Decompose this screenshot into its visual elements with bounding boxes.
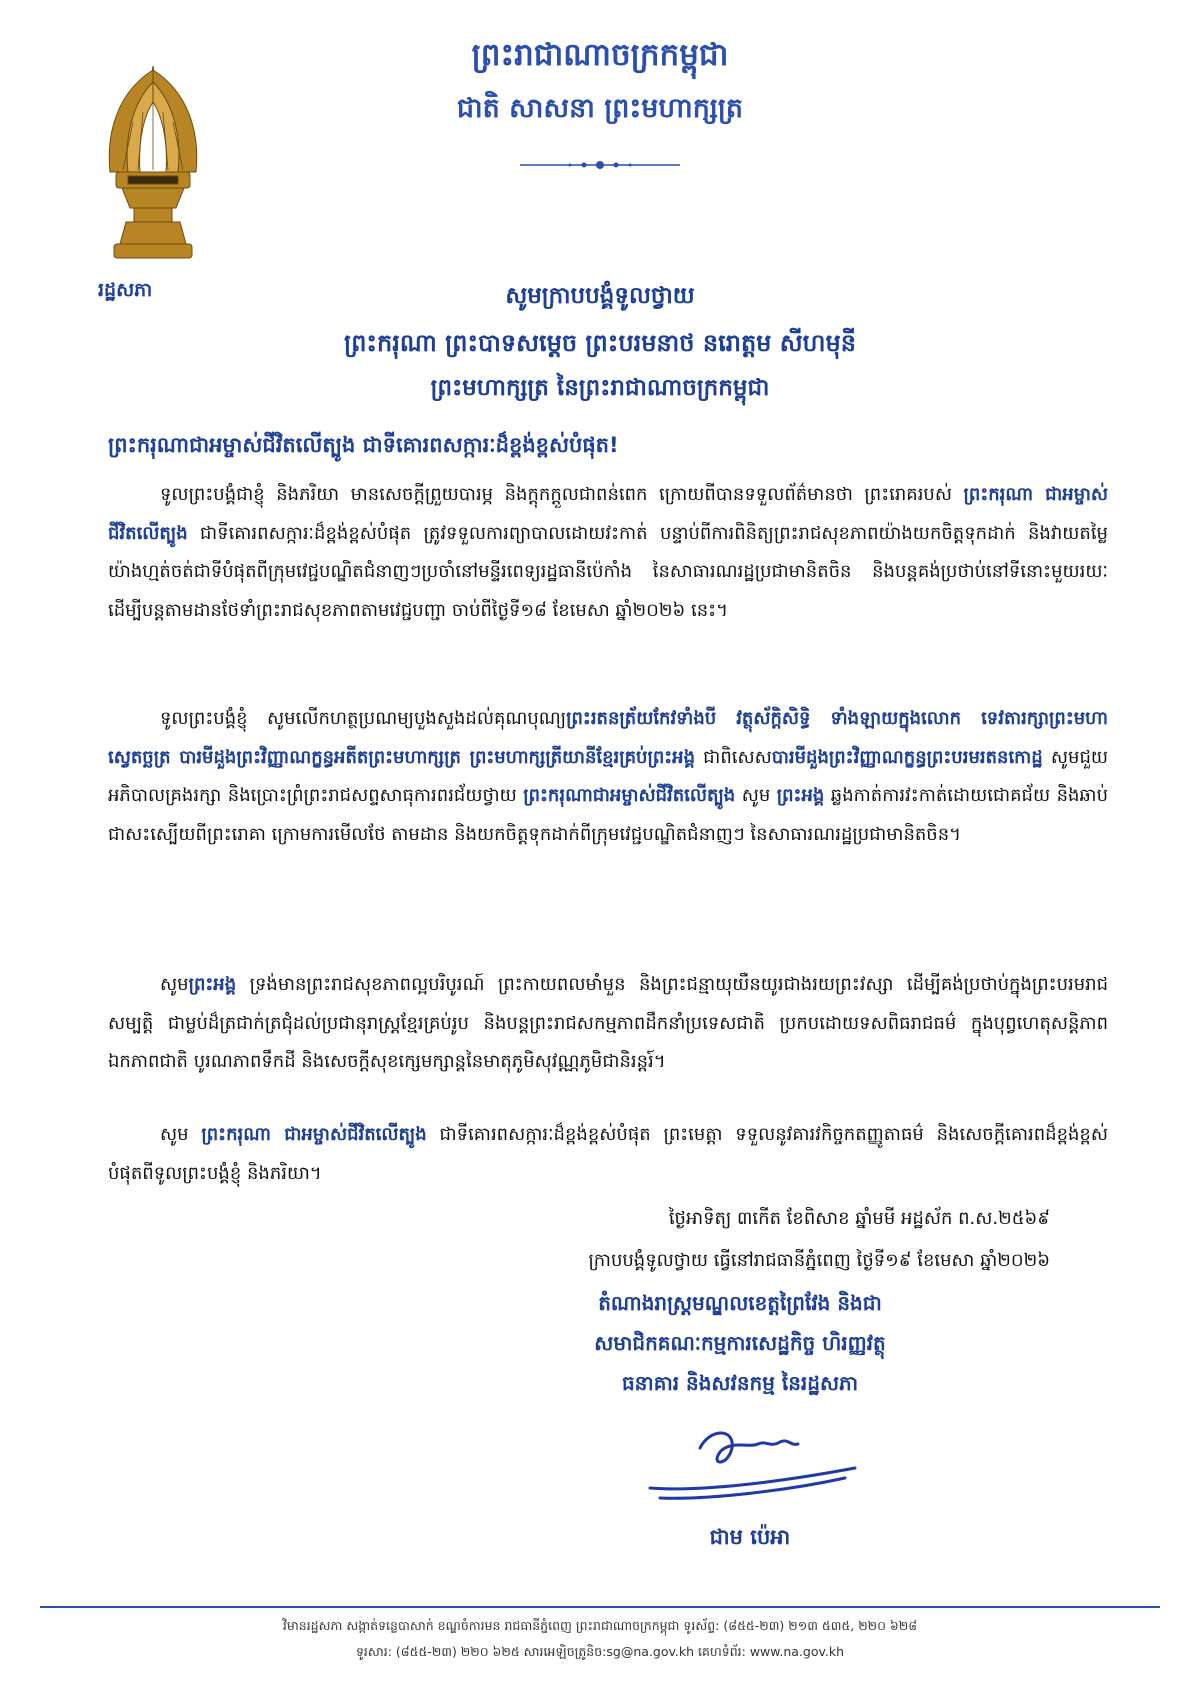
p1-highlight: ព្រះករុណា ជាអម្ចាស់ជីវិតលើត្បូង	[108, 484, 1108, 544]
paragraph-3	[108, 966, 1108, 1082]
p2-text-i: ឆ្លងកាត់ការវះកាត់ដោយជោគជ័យ និងឆាប់ជាសះស្បើយពីព្រះរោគា ក្រោមការមើលថែ តាមដាន និងយកចិត្តទុកដាក់ពីក្រុមវេជ្ជបណ្ឌិតជំនាញៗ នៃសាធារណរដ្ឋប្រជាមានិតចិន។	[108, 785, 1108, 845]
paragraph-1	[108, 476, 1108, 630]
p2-text-g: សូម	[735, 785, 777, 806]
paragraph-2	[108, 700, 1108, 854]
p2-text-a: ទូលព្រះបង្គំខ្ញុំ សូមលើកហត្ថប្រណម្យបួងសួងដល់គុណបុណ្យ	[160, 708, 567, 729]
p4-highlight: ព្រះករុណា ជាអម្ចាស់ជីវិតលើត្បូង	[201, 1124, 427, 1145]
p2-highlight-b: ព្រះរតនត្រ័យកែវទាំងបី វត្ថុស័ក្តិសិទ្ធិ ទាំងឡាយក្នុងលោក ទេវតារក្សាព្រះមហាស្វេតច្ឆត្រ បារមីដួងព្រះវិញ្ញាណក្ខន្ធអតីតព្រះមហាក្សត្រ ព្រះមហាក្សត្រីយានីខ្មែរគ្រប់ព្រះអង្គ	[108, 708, 1109, 768]
p3-highlight: ព្រះអង្គ	[188, 974, 237, 995]
footer-address: វិមានរដ្ឋសភា សង្កាត់ទន្លេបាសាក់ ខណ្ឌចំការមន រាជធានីភ្នំពេញ ព្រះរាជាណាចក្រកម្ពុជា ទូរស័ព្ទ: (៨៥៥-២៣) ២១៣ ៥៣៥, ២២០ ៦២៨	[282, 1618, 918, 1633]
p2-text-c: ជាពិសេស	[695, 746, 772, 768]
address-line-3: ព្រះមហាក្សត្រ នៃព្រះរាជាណាចក្រកម្ពុជា	[430, 375, 770, 401]
p3-text-a: សូម	[160, 974, 189, 995]
signatory-title-1: តំណាងរាស្ត្រមណ្ឌលខេត្តព្រៃវែង និងជា	[598, 1291, 882, 1315]
p2-highlight-d: បារមីដួងព្រះវិញ្ញាណក្ខន្ធព្រះបរមរតនកោដ្ឋ	[771, 746, 1043, 768]
lunar-date: ថ្ងៃអាទិត្យ ៣កើត ខែពិសាខ ឆ្នាំមមី អដ្ឋស័ក ព.ស.២៥៦៩	[668, 1208, 1050, 1229]
signatory-name: ជាម ប៉េអា	[709, 1525, 791, 1549]
address-line-1: សូមក្រាបបង្គំទូលថ្វាយ	[505, 283, 695, 309]
paragraph-4	[108, 1116, 1108, 1193]
ornament-divider-icon	[520, 158, 680, 172]
national-motto: ជាតិ សាសនា ព្រះមហាក្សត្រ	[456, 93, 744, 124]
p1-text-a: ទូលព្រះបង្គំជាខ្ញុំ និងភរិយា មានសេចក្តីព្រួយបារម្ភ និងក្តុកក្តួលជាពន់ពេក ក្រោយពីបានទទួលព័ត៌មានថា ព្រះរោគរបស់	[160, 484, 964, 505]
footer-divider	[40, 1606, 1160, 1608]
signatory-title-3: ធនាគារ និងសវនកម្ម នៃរដ្ឋសភា	[621, 1371, 859, 1395]
p2-text-e: សូមជួយអភិបាលគ្រងរក្សា និងប្រោះព្រំព្រះរាជសព្ទសាធុការពរជ័យថ្វាយ	[108, 746, 1109, 806]
address-line-2: ព្រះករុណា ព្រះបាទសម្តេច ព្រះបរមនាថ នរោត្តម សីហមុនី	[344, 329, 856, 357]
p2-highlight-f: ព្រះករុណាជាអម្ចាស់ជីវិតលើត្បូង	[523, 785, 736, 806]
parliament-emblem-icon	[98, 62, 208, 272]
kingdom-heading: ព្រះរាជាណាចក្រកម្ពុជា	[471, 37, 729, 73]
solar-date: ក្រាបបង្គំទូលថ្វាយ ធ្វើនៅរាជធានីភ្នំពេញ ថ្ងៃទី១៩ ខែមេសា ឆ្នាំ២០២៦	[588, 1250, 1050, 1271]
salutation: ព្រះករុណាជាអម្ចាស់ជីវិតលើត្បូង ជាទីគោរពសក្ការៈដ៏ខ្ពង់ខ្ពស់បំផុត!	[108, 433, 619, 457]
institution-label: រដ្ឋសភា	[98, 279, 153, 301]
p1-text-c: ជាទីគោរពសក្ការៈដ៏ខ្ពង់ខ្ពស់បំផុត ត្រូវទទួលការព្យាបាលដោយវះកាត់ បន្ទាប់ពីការពិនិត្យព្រះរាជសុខភាពយ៉ាងយកចិត្តទុកដាក់ និងវាយតម្លៃយ៉ាងហ្មត់ចត់ជាទីបំផុតពីក្រុមវេជ្ជបណ្ឌិតជំនាញៗប្រចាំនៅមន្ទីរពេទ្យរដ្ឋធានីប៉េកាំង នៃសាធារណរដ្ឋប្រជាមានិតចិន និងបន្តគង់ប្រថាប់នៅទីនោះមួយរយៈ ដើម្បីបន្តតាមដានថែទាំព្រះរាជសុខភាពតាមវេជ្ជបញ្ជា ចាប់ពីថ្ងៃទី១៨ ខែមេសា ឆ្នាំ២០២៦ នេះ។	[108, 522, 1108, 621]
p4-text-a: សូម	[160, 1124, 202, 1145]
footer-contact: ទូរសារ: (៨៥៥-២៣) ២២០ ៦២៥ សារអេឡិចត្រូនិច:sg@na.gov.kh គេហទំព័រ: www.na.gov.kh	[355, 1644, 845, 1659]
handwritten-signature-icon	[640, 1418, 870, 1508]
p4-text-c: ជាទីគោរពសក្ការៈដ៏ខ្ពង់ខ្ពស់បំផុត ព្រះមេត្តា ទទួលនូវគារវកិច្ចកតញ្ញូតាធម៌ និងសេចក្តីគោរពដ៏ខ្ពង់ខ្ពស់បំផុតពីទូលព្រះបង្គំខ្ញុំ និងភរិយា។	[108, 1124, 1108, 1184]
p3-text-c: ទ្រង់មានព្រះរាជសុខភាពល្អបរិបូរណ៍ ព្រះកាយពលមាំមួន និងព្រះជន្មាយុយឺនយូរជាងរយព្រះវស្សា ដើម្បីគង់ប្រថាប់ក្នុងព្រះបរមរាជសម្បត្តិ ជាម្លប់ដ៏ត្រជាក់ត្រជុំដល់ប្រជានុរាស្ត្រខ្មែរគ្រប់រូប និងបន្តព្រះរាជសកម្មភាពដឹកនាំប្រទេសជាតិ ប្រកបដោយទសពិធរាជធម៌ ក្នុងបុព្វហេតុសន្តិភាព ឯកភាពជាតិ បូរណភាពទឹកដី និងសេចក្តីសុខក្សេមក្សាន្តនៃមាតុភូមិសុវណ្ណភូមិជានិរន្តរ៍។	[108, 974, 1108, 1072]
p2-highlight-h: ព្រះអង្គ	[776, 785, 825, 806]
signatory-title-2: សមាជិកគណៈកម្មការសេដ្ឋកិច្ច ហិរញ្ញវត្ថុ	[594, 1331, 886, 1355]
